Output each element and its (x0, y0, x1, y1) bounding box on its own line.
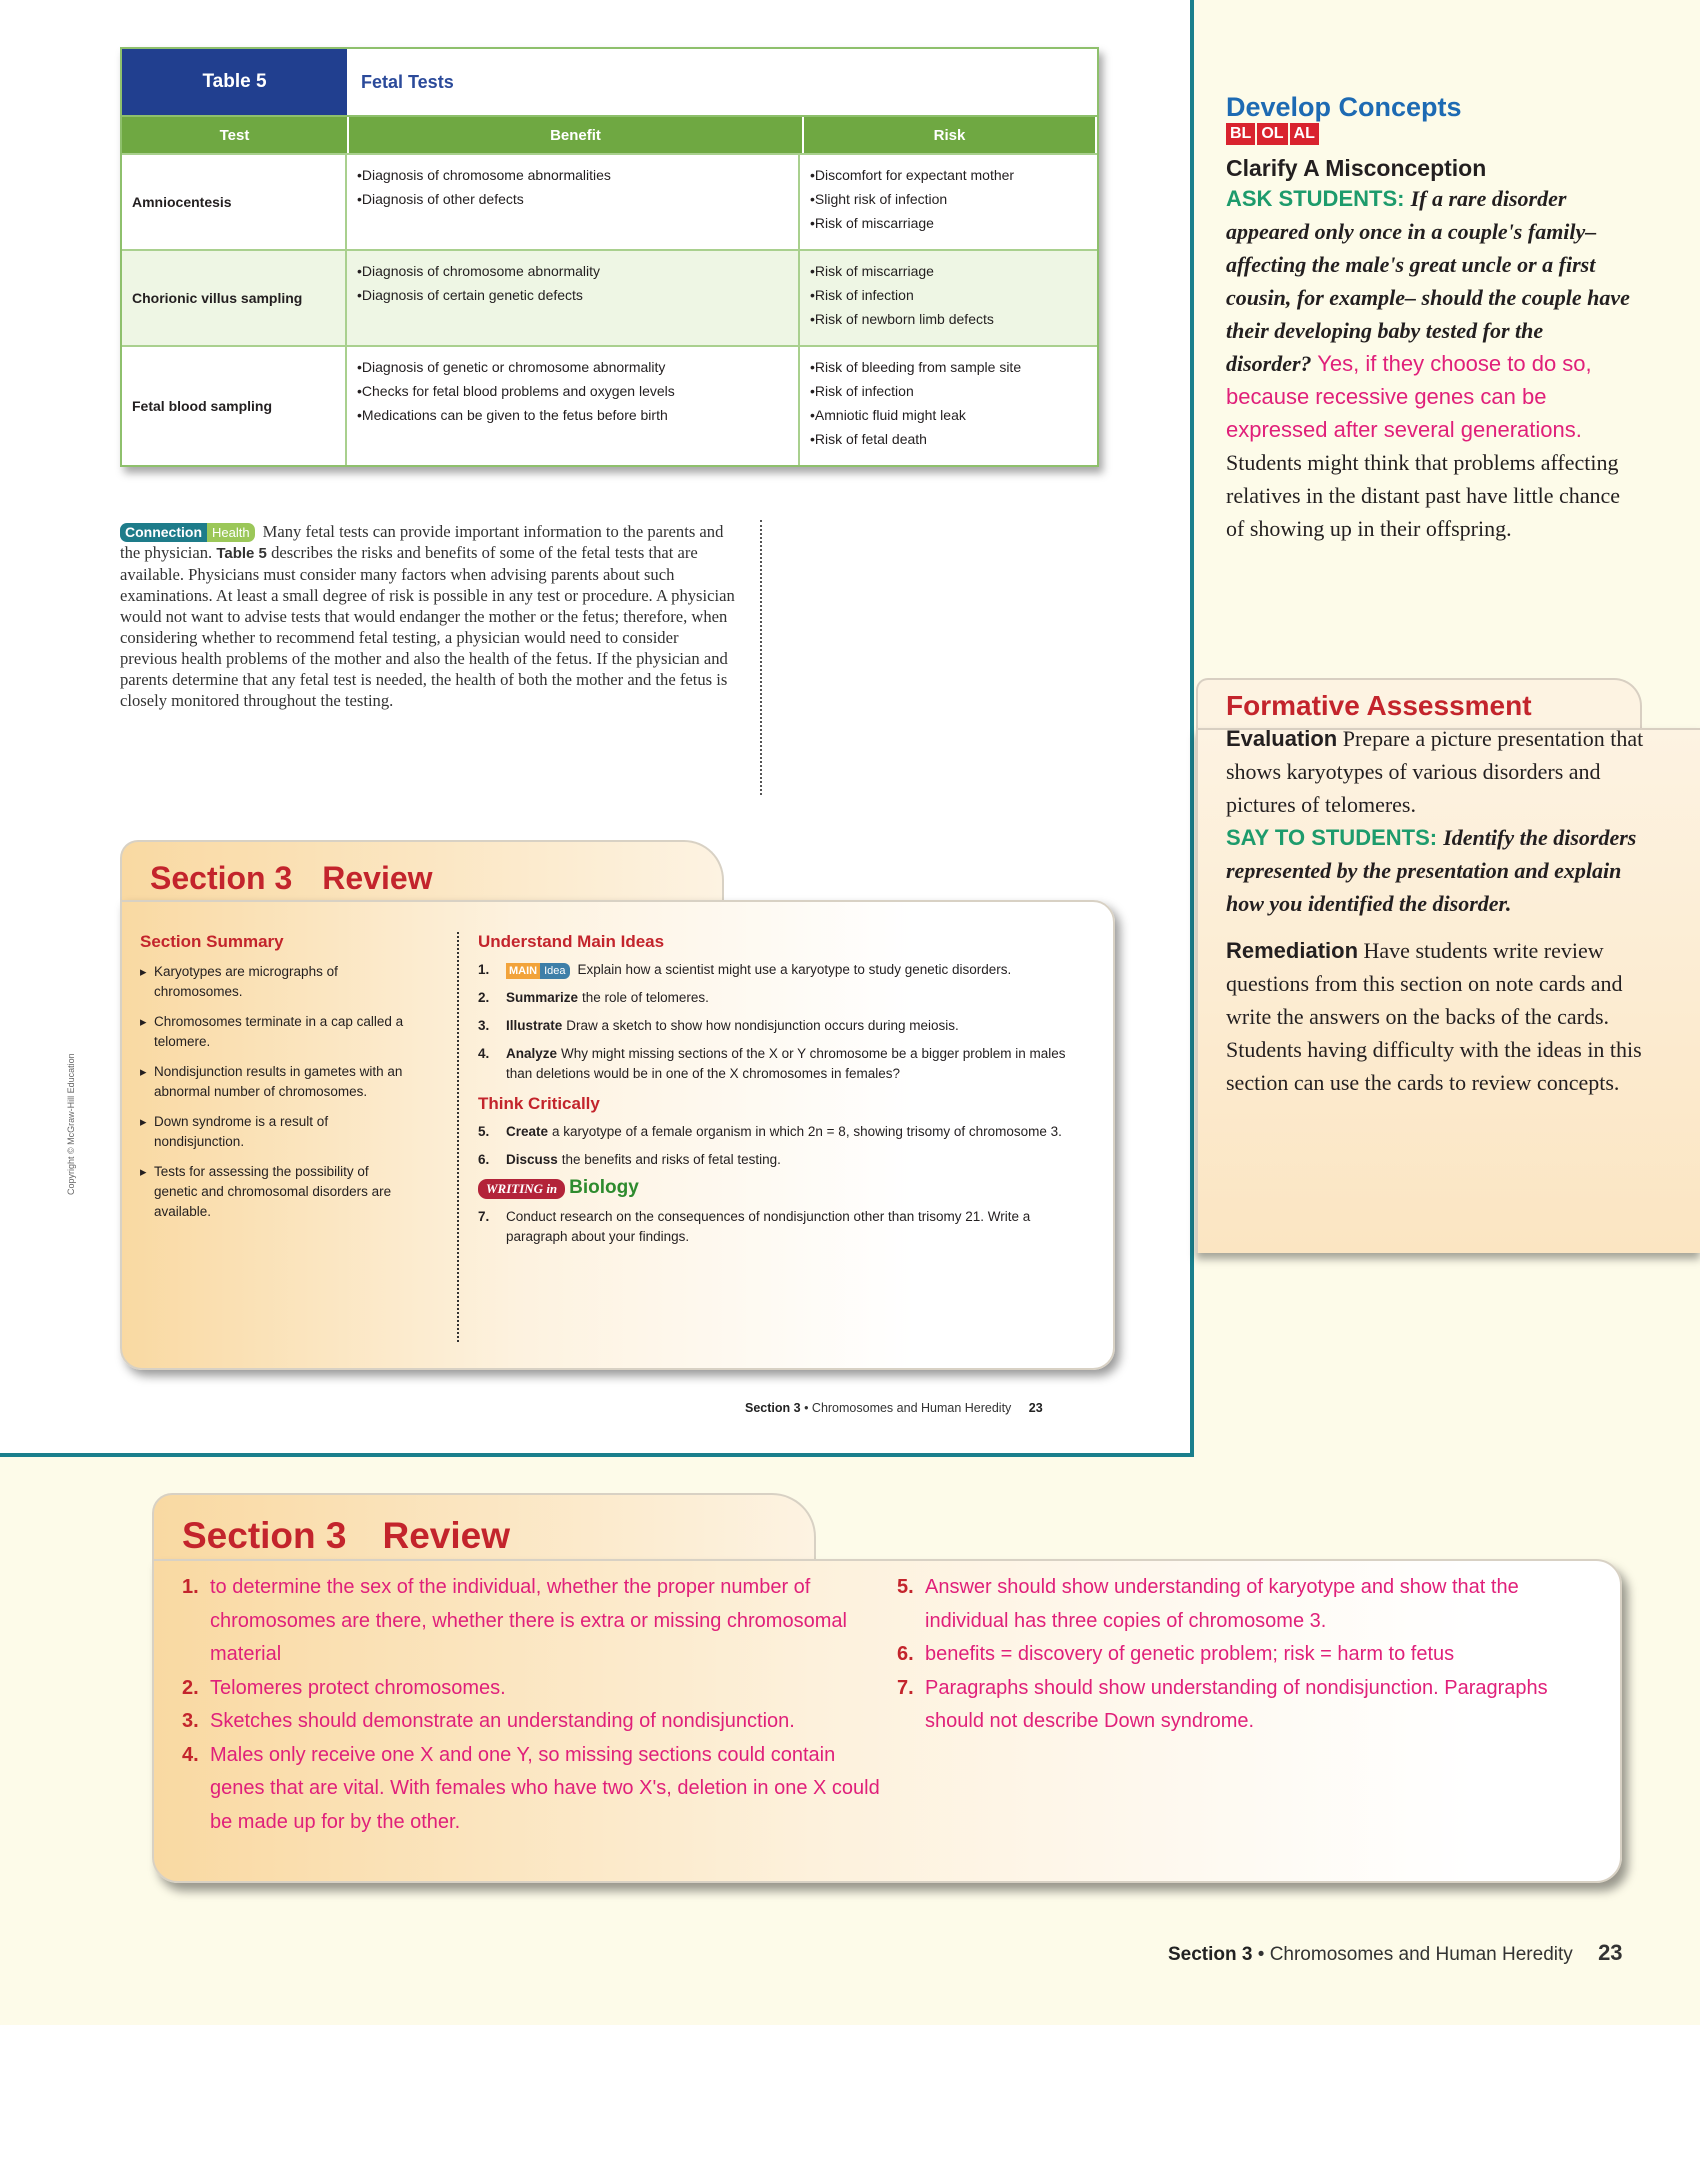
question-text: the role of telomeres. (582, 990, 709, 1005)
fetal-tests-table (120, 47, 1099, 467)
risk-item: • Risk of newborn limb defects (810, 307, 1087, 331)
review-questions (478, 932, 1088, 1247)
benefit-cell (347, 347, 800, 465)
formative-content (1226, 690, 1646, 1099)
review-heading (150, 860, 433, 897)
section-review-answers-box (152, 1493, 1622, 1883)
table-column-headers (122, 117, 1097, 153)
answer-text: Males only receive one X and one Y, so missing sections could contain genes that are vital. With females who have two X's, deletion in one X could be made up for by the other. (210, 1743, 880, 1833)
answer-number: 4. (182, 1743, 199, 1766)
summary-item: ▸ Down syndrome is a result of nondisjunction. (140, 1112, 410, 1152)
question-number: 4. (478, 1046, 490, 1061)
review-question (478, 1150, 1088, 1170)
level-badge-bl: BL (1226, 123, 1255, 145)
level-badge-ol: OL (1257, 123, 1287, 145)
answer-item (182, 1672, 887, 1706)
table-row (122, 153, 1097, 249)
formative-assessment-box (1196, 678, 1700, 1253)
page-number: 23 (1598, 1940, 1623, 1965)
question-text: Explain how a scientist might use a karyotype to study genetic disorders. (577, 962, 1012, 977)
risk-cell (800, 155, 1097, 249)
misconception-title: Clarify A Misconception (1226, 155, 1487, 181)
answer-item (897, 1638, 1597, 1672)
say-to-students-paragraph (1226, 821, 1646, 920)
column-header-test: Test (122, 117, 349, 153)
benefit-item: • Diagnosis of other defects (357, 187, 788, 211)
review-question (478, 988, 1088, 1008)
benefit-item: • Diagnosis of certain genetic defects (357, 283, 788, 307)
test-name: Amniocentesis (122, 155, 347, 249)
answer-number: 7. (897, 1676, 914, 1699)
student-page-footer (745, 1401, 1043, 1415)
say-to-students-text: Identify the disorders represented by the presentation and explain how you identified the disorder. (1226, 825, 1637, 916)
benefit-item: • Medications can be given to the fetus before birth (357, 403, 788, 427)
remediation-paragraph (1226, 934, 1646, 1099)
question-number: 6. (478, 1152, 490, 1167)
risk-item: • Amniotic fluid might leak (810, 403, 1087, 427)
answer-number: 1. (182, 1576, 199, 1598)
summary-item: ▸ Tests for assessing the possibility of genetic and chromosomal disorders are available. (140, 1162, 410, 1222)
answers-left-column (182, 1571, 887, 1839)
risk-item: • Risk of bleeding from sample site (810, 355, 1087, 379)
answer-text: Answer should show understanding of karyotype and show that the individual has three copies of chromosome 3. (925, 1576, 1519, 1632)
risk-item: • Risk of miscarriage (810, 259, 1087, 283)
section-summary (140, 932, 410, 1222)
review-question (478, 960, 1088, 980)
table-reference: Table 5 (216, 545, 267, 562)
review-question (478, 1044, 1088, 1084)
question-verb: Summarize (506, 990, 579, 1005)
question-number: 3. (478, 1018, 490, 1033)
question-text: the benefits and risks of fetal testing. (561, 1152, 781, 1167)
answer-text: Sketches should demonstrate an understanding of nondisjunction. (210, 1710, 795, 1732)
dotted-divider (760, 520, 762, 795)
risk-item: • Risk of infection (810, 283, 1087, 307)
risk-item: • Slight risk of infection (810, 187, 1087, 211)
table-label: Table 5 (122, 49, 347, 115)
answer-item (182, 1705, 887, 1739)
table-title: Fetal Tests (361, 71, 454, 92)
misconception-note: Students might think that problems affecting relatives in the distant past have little chance of showing up in their offspring. (1226, 450, 1621, 541)
page-number: 23 (1028, 1401, 1043, 1415)
question-number: 5. (478, 1124, 490, 1139)
question-text: a karyotype of a female organism in which 2n = 8, showing trisomy of chromosome 3. (552, 1124, 1062, 1139)
formative-title: Formative Assessment (1226, 690, 1532, 721)
answer-number: 6. (897, 1643, 914, 1665)
review-word: Review (322, 860, 433, 896)
dotted-divider (457, 932, 459, 1342)
benefit-item: • Diagnosis of chromosome abnormality (357, 259, 788, 283)
risk-item: • Risk of infection (810, 379, 1087, 403)
health-badge: Health (207, 523, 255, 542)
review-question (478, 1122, 1088, 1142)
benefit-item: • Checks for fetal blood problems and oxygen levels (357, 379, 788, 403)
writing-in-biology (478, 1178, 1088, 1199)
answer-item (182, 1571, 887, 1672)
answer-number: 2. (182, 1676, 199, 1699)
test-name: Fetal blood sampling (122, 347, 347, 465)
footer-title: • Chromosomes and Human Heredity (804, 1401, 1012, 1415)
summary-item: ▸ Nondisjunction results in gametes with an abnormal number of chromosomes. (140, 1062, 410, 1102)
footer-title: • Chromosomes and Human Heredity (1257, 1944, 1573, 1965)
say-to-students-label: SAY TO STUDENTS: (1226, 825, 1438, 850)
answer-item (897, 1672, 1597, 1739)
connection-text-a: Many fetal tests can provide important information to the parents and the physician. (120, 522, 724, 562)
question-number: 1. (478, 962, 490, 977)
review-question (478, 1016, 1088, 1036)
review-section-number: Section 3 (182, 1515, 347, 1556)
connection-badge: Connection (120, 523, 207, 542)
answer-text: to determine the sex of the individual, whether the proper number of chromosomes are there, whether there is extra or missing chromosomal material (210, 1576, 847, 1665)
answer-text: Paragraphs should show understanding of nondisjunction. Paragraphs should not describe Down syndrome. (925, 1676, 1548, 1732)
remediation-label: Remediation (1226, 938, 1359, 963)
question-verb: Create (506, 1124, 549, 1139)
question-text: Why might missing sections of the X or Y chromosome be a bigger problem in males than deletions would be in one of the X chromosomes in females? (506, 1046, 1066, 1081)
risk-cell (800, 251, 1097, 345)
table-row (122, 345, 1097, 465)
test-name: Chorionic villus sampling (122, 251, 347, 345)
connection-health-paragraph (120, 521, 735, 711)
risk-cell (800, 347, 1097, 465)
idea-badge: Idea (540, 963, 569, 979)
answer-text: Telomeres protect chromosomes. (210, 1676, 506, 1699)
question-verb: Analyze (506, 1046, 558, 1061)
question-verb: Discuss (506, 1152, 558, 1167)
answer-text: benefits = discovery of genetic problem; risk = harm to fetus (925, 1643, 1455, 1665)
footer-section: Section 3 (1168, 1944, 1253, 1965)
evaluation-paragraph (1226, 722, 1646, 821)
benefit-cell (347, 251, 800, 345)
table-row (122, 249, 1097, 345)
teacher-page-footer (1168, 1940, 1623, 1966)
evaluation-label: Evaluation (1226, 726, 1338, 751)
summary-item: ▸ Karyotypes are micrographs of chromosomes. (140, 962, 410, 1002)
review-word: Review (382, 1515, 511, 1556)
answers-right-column (897, 1571, 1597, 1739)
risk-item: • Risk of fetal death (810, 427, 1087, 451)
ask-students-label: ASK STUDENTS: (1226, 186, 1405, 211)
summary-title: Section Summary (140, 932, 284, 951)
summary-item: ▸ Chromosomes terminate in a cap called a telomere. (140, 1012, 410, 1052)
footer-section: Section 3 (745, 1401, 801, 1415)
column-header-benefit: Benefit (349, 117, 804, 153)
connection-text-b: describes the risks and benefits of some of the fetal tests that are available. Physicians must consider many factors when advising parents about such examinations. At least a small degree of risk is possible in any test or procedure. A physician would not want to advise tests that would endanger the mother or the fetus; therefore, when considering whether to recommend fetal testing, a physician would need to consider previous health problems of the mother and also the health of the fetus. If the physician and parents determine that any fetal test is needed, the health of both the mother and the fetus is closely monitored throughout the testing. (120, 543, 735, 710)
remediation-text: Have students write review questions from this section on note cards and write the answers on the backs of the cards. Students having difficulty with the ideas in this section can use the cards to review concepts. (1226, 938, 1642, 1095)
question-text: Conduct research on the consequences of nondisjunction other than trisomy 21. Write a paragraph about your findings. (506, 1209, 1031, 1244)
review-section-number: Section 3 (150, 860, 293, 896)
risk-item: • Risk of miscarriage (810, 211, 1087, 235)
level-badges (1226, 123, 1634, 145)
column-header-risk: Risk (804, 117, 1097, 153)
level-badge-al: AL (1290, 123, 1319, 145)
develop-concepts (1226, 92, 1634, 545)
answer-number: 3. (182, 1710, 199, 1732)
develop-concepts-title: Develop Concepts (1226, 92, 1462, 122)
writing-subject: Biology (569, 1177, 639, 1198)
answer-item (182, 1739, 887, 1840)
benefit-cell (347, 155, 800, 249)
copyright-notice: Copyright © McGraw-Hill Education (66, 1053, 76, 1195)
table-header (122, 49, 1097, 117)
review-heading (182, 1515, 510, 1557)
section-review-box (120, 840, 1115, 1370)
review-question (478, 1207, 1088, 1247)
main-ideas-title: Understand Main Ideas (478, 932, 665, 951)
writing-badge: WRITING in (478, 1179, 565, 1199)
ask-question: If a rare disorder appeared only once in a couple's family–affecting the male's great uncle or a first cousin, for example– should the couple have their developing baby tested for the disorder? (1226, 186, 1630, 376)
answer-item (897, 1571, 1597, 1638)
benefit-item: • Diagnosis of chromosome abnormalities (357, 163, 788, 187)
question-verb: Illustrate (506, 1018, 563, 1033)
risk-item: • Discomfort for expectant mother (810, 163, 1087, 187)
misconception-paragraph (1226, 182, 1634, 545)
question-number: 7. (478, 1209, 490, 1224)
answer-text: Yes, if they choose to do so, because recessive genes can be expressed after several generations. (1226, 351, 1592, 442)
main-idea-badge: MAIN (506, 963, 540, 979)
answer-number: 5. (897, 1576, 914, 1598)
question-text: Draw a sketch to show how nondisjunction occurs during meiosis. (566, 1018, 959, 1033)
page-border-stub (0, 1453, 14, 1457)
think-critically-title: Think Critically (478, 1094, 600, 1113)
evaluation-text: Prepare a picture presentation that shows karyotypes of various disorders and pictures of telomeres. (1226, 726, 1644, 817)
benefit-item: • Diagnosis of genetic or chromosome abnormality (357, 355, 788, 379)
question-number: 2. (478, 990, 490, 1005)
